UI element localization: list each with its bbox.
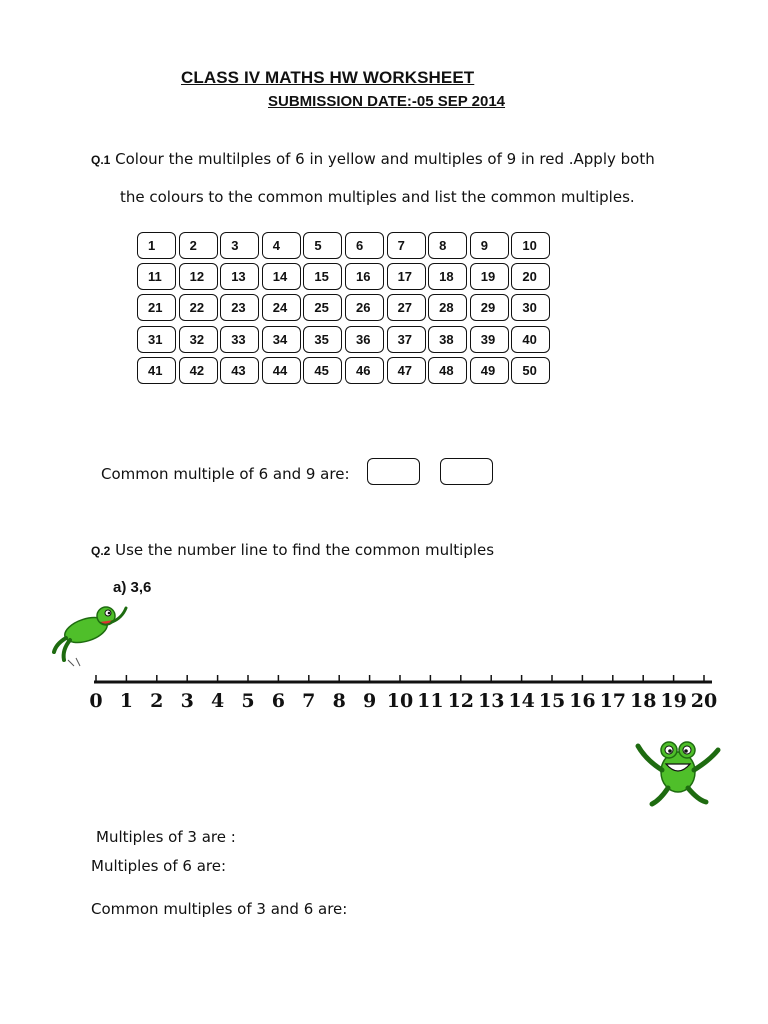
number-line-label: 18 [629,690,657,712]
number-line-label: 5 [241,690,255,712]
grid-cell[interactable]: 38 [428,326,467,353]
answer-box-2[interactable] [440,458,493,485]
number-line-label: 20 [690,690,718,712]
number-line-label: 11 [417,690,444,712]
grid-cell[interactable]: 48 [428,357,467,384]
hundred-grid [137,232,550,384]
grid-cell[interactable]: 5 [303,232,342,259]
grid-cell[interactable]: 8 [428,232,467,259]
number-line-label: 3 [180,690,194,712]
q1-answer-label: Common multiple of 6 and 9 are: [101,465,350,483]
worksheet-title: CLASS IV MATHS HW WORKSHEET [181,68,475,87]
grid-cell[interactable]: 9 [470,232,509,259]
grid-cell[interactable]: 7 [387,232,426,259]
part-a-label: a) 3,6 [113,579,152,596]
grid-cell[interactable]: 19 [470,263,509,290]
grid-cell[interactable]: 39 [470,326,509,353]
number-line-label: 1 [119,690,134,712]
grid-cell[interactable]: 23 [220,294,259,321]
common-multiples-label: Common multiples of 3 and 6 are: [91,900,348,918]
grid-cell[interactable]: 28 [428,294,467,321]
grid-cell[interactable]: 25 [303,294,342,321]
grid-cell[interactable]: 20 [511,263,550,290]
grid-cell[interactable]: 15 [303,263,342,290]
grid-cell[interactable]: 34 [262,326,301,353]
q2-number: Q.2 [91,544,111,558]
number-line-label: 14 [508,690,535,712]
multiples-of-6-label: Multiples of 6 are: [91,857,227,875]
grid-cell[interactable]: 6 [345,232,384,259]
grid-cell[interactable]: 50 [511,357,550,384]
number-line-label: 15 [538,690,566,712]
grid-cell[interactable]: 4 [262,232,301,259]
grid-cell[interactable]: 12 [179,263,218,290]
frog-jumping-icon [50,600,130,668]
grid-cell[interactable]: 44 [262,357,301,384]
grid-cell[interactable]: 18 [428,263,467,290]
grid-cell[interactable]: 3 [220,232,259,259]
number-line-label: 19 [660,690,687,712]
grid-cell[interactable]: 13 [220,263,259,290]
grid-cell[interactable]: 45 [303,357,342,384]
grid-cell[interactable]: 27 [387,294,426,321]
frog-happy-icon [632,730,724,810]
grid-cell[interactable]: 30 [511,294,550,321]
grid-cell[interactable]: 35 [303,326,342,353]
grid-cell[interactable]: 2 [179,232,218,259]
grid-cell[interactable]: 26 [345,294,384,321]
grid-cell[interactable]: 46 [345,357,384,384]
grid-cell[interactable]: 11 [137,263,176,290]
grid-cell[interactable]: 37 [387,326,426,353]
number-line-label: 12 [447,690,475,712]
q2-instruction: Use the number line to find the common multiples [115,541,495,559]
submission-date: SUBMISSION DATE:-05 SEP 2014 [268,93,506,110]
grid-cell[interactable]: 24 [262,294,301,321]
number-line-label: 6 [271,690,286,712]
answer-box-1[interactable] [367,458,420,485]
grid-cell[interactable]: 41 [137,357,176,384]
grid-cell[interactable]: 49 [470,357,509,384]
number-line-label: 0 [89,690,103,712]
q1-instruction-line2: the colours to the common multiples and list the common multiples. [120,188,635,206]
q1-instruction-line1: Colour the multilples of 6 in yellow and multiples of 9 in red .Apply both [115,150,655,168]
grid-cell[interactable]: 43 [220,357,259,384]
multiples-of-3-label: Multiples of 3 are : [96,828,236,846]
number-line-label: 7 [302,690,316,712]
q1-number: Q.1 [91,153,111,167]
grid-cell[interactable]: 22 [179,294,218,321]
grid-cell[interactable]: 21 [137,294,176,321]
number-line-label: 4 [210,690,225,712]
number-line-label: 10 [386,690,414,712]
q2-line [91,541,494,559]
number-line-label: 16 [569,690,596,712]
number-line [88,670,718,716]
number-line-label: 8 [332,690,346,712]
grid-cell[interactable]: 33 [220,326,259,353]
grid-cell[interactable]: 1 [137,232,176,259]
q1-line1 [91,150,655,168]
grid-cell[interactable]: 10 [511,232,550,259]
grid-cell[interactable]: 40 [511,326,550,353]
grid-cell[interactable]: 36 [345,326,384,353]
grid-cell[interactable]: 17 [387,263,426,290]
grid-cell[interactable]: 47 [387,357,426,384]
number-line-label: 2 [150,690,164,712]
number-line-label: 13 [477,690,505,712]
grid-cell[interactable]: 32 [179,326,218,353]
grid-cell[interactable]: 42 [179,357,218,384]
grid-cell[interactable]: 29 [470,294,509,321]
grid-cell[interactable]: 16 [345,263,384,290]
grid-cell[interactable]: 31 [137,326,176,353]
number-line-label: 17 [599,690,627,712]
number-line-label: 9 [362,690,377,712]
grid-cell[interactable]: 14 [262,263,301,290]
